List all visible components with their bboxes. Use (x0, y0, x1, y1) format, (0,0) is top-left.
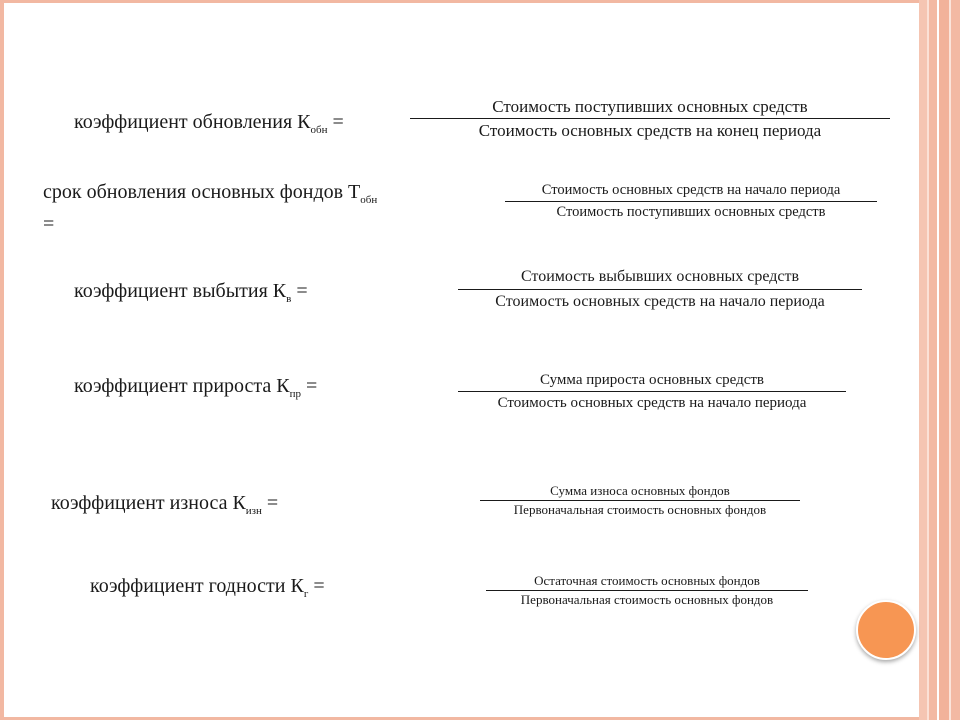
fraction-numerator: Стоимость поступивших основных средств (492, 97, 808, 116)
formula-subscript: изн (245, 505, 262, 517)
formula-label-text: коэффициент износа К (51, 492, 246, 514)
formula-label-retirement-coefficient (74, 279, 308, 311)
fraction-denominator: Первоначальная стоимость основных фондов (520, 592, 774, 607)
formula-subscript: обн (310, 124, 328, 136)
formula-label-wear-coefficient (51, 491, 278, 523)
decorative-stripes (919, 0, 960, 720)
formula-label-renewal-period (43, 180, 377, 212)
fraction-renewal-coefficient (410, 95, 890, 142)
fraction-renewal-period (505, 180, 877, 223)
fraction-denominator: Стоимость поступивших основных средств (556, 204, 826, 220)
formula-label-text: коэффициент прироста К (74, 375, 290, 397)
formula-label-text: срок обновления основных фондов Т (43, 181, 361, 203)
equals-sign: = (301, 375, 318, 397)
formula-label-text: коэффициент годности К (90, 575, 304, 597)
equals-sign-renewal-period (43, 212, 54, 236)
equals-sign: = (291, 280, 308, 302)
slide-border-top (0, 0, 921, 3)
fraction-numerator: Сумма износа основных фондов (550, 483, 730, 498)
equals-sign: = (261, 492, 279, 514)
slide-border-left (0, 0, 4, 720)
equals-sign: = (43, 213, 55, 235)
fraction-numerator: Сумма прироста основных средств (540, 372, 764, 388)
formula-label-growth-coefficient (74, 374, 317, 406)
fraction-denominator: Стоимость основных средств на начало периода (497, 395, 807, 411)
formula-subscript: г (303, 588, 309, 600)
formula-label-fitness-coefficient (90, 574, 325, 606)
fraction-denominator: Первоначальная стоимость основных фондов (513, 502, 767, 517)
fraction-numerator: Остаточная стоимость основных фондов (534, 573, 760, 588)
formula-label-text: коэффициент обновления К (74, 111, 311, 133)
fraction-fitness-coefficient (486, 572, 808, 609)
equals-sign: = (327, 111, 344, 133)
fraction-numerator: Стоимость выбывших основных средств (520, 268, 800, 285)
fraction-wear-coefficient (480, 482, 800, 519)
formula-label-text: коэффициент выбытия К (74, 280, 287, 302)
formula-label-renewal-coefficient (74, 110, 344, 142)
decorative-circle (856, 600, 916, 660)
formula-subscript: пр (289, 388, 302, 400)
fraction-denominator: Стоимость основных средств на начало периода (495, 293, 825, 310)
formula-subscript: в (286, 293, 292, 305)
formula-subscript: обн (360, 194, 378, 206)
equals-sign: = (308, 575, 325, 597)
fraction-retirement-coefficient (458, 265, 862, 314)
fraction-numerator: Стоимость основных средств на начало периода (541, 182, 841, 198)
fraction-growth-coefficient (458, 369, 846, 414)
fraction-denominator: Стоимость основных средств на конец периода (478, 121, 822, 140)
